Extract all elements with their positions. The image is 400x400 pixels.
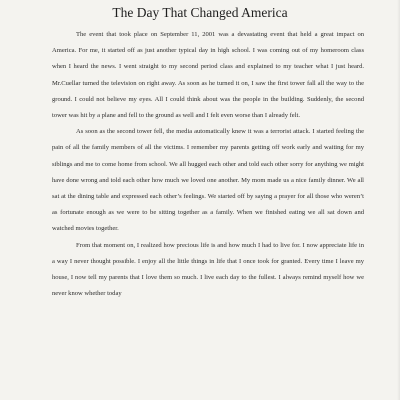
paragraph-1: The event that took place on September 11, 2001 was a devastating event that held a great impact on America. For me, it started off as just another typical day in high school. I was coming out of my homeroom class when I heard the news. I went straight to my second period class and explained to my teacher what I just heard. Mr.Cuellar turned the television on right away. As soon as he turned it on, I saw the first tower fall all the way to the ground. I could not believe my eyes. All I could think about was the people in the building. Suddenly, the second tower was hit by a plane and fell to the ground as well and I felt even worse than I already felt. bbox=[52, 31, 364, 120]
essay-body bbox=[52, 27, 364, 302]
page-title: The Day That Changed America bbox=[112, 5, 288, 20]
paragraph-2: As soon as the second tower fell, the media automatically knew it was a terrorist attack. I started feeling the pain of all the family members of all the victims. I remember my parents getting off work early and waiting for my siblings and me to come home from school. We all hugged each other and told each other sorry for anything we might have done wrong and told each other how much we loved one another. My mom made us a nice family dinner. We all sat at the dining table and expressed each other’s feelings. We started off by saying a prayer for all those who weren’t as fortunate enough as we were to be sitting together as a family. When we finished eating we all sat down and watched movies together. bbox=[52, 128, 364, 233]
paragraph-3: From that moment on, I realized how precious life is and how much I had to live for. I now appreciate life in a way I never thought possible. I enjoy all the little things in life that I once took for granted. Every time I leave my house, I now tell my parents that I love them so much. I live each day to the fullest. I always remind myself how we never know whether today bbox=[52, 241, 364, 298]
